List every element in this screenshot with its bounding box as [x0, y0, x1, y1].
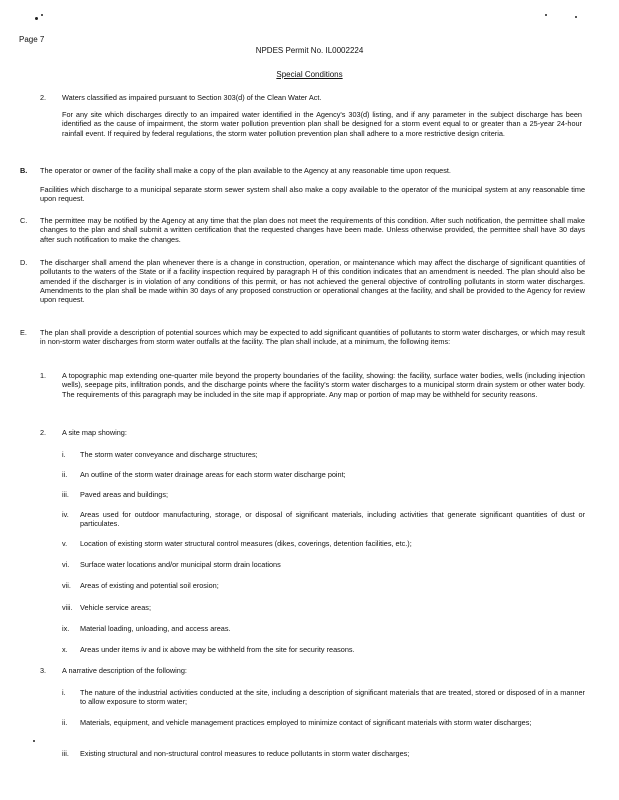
- narrative-text: Materials, equipment, and vehicle management practices employed to minimize contact of significant materials with storm water discharges;: [80, 718, 532, 727]
- item-b-label: B.: [20, 166, 28, 175]
- scan-speck: [545, 14, 547, 16]
- item-e3-label: 3.: [40, 666, 47, 675]
- site-map-text: Areas under items iv and ix above may be withheld from the site for security reasons.: [80, 645, 355, 654]
- site-map-text: The storm water conveyance and discharge structures;: [80, 450, 258, 459]
- item-b-subtext: Facilities which discharge to a municipal separate storm sewer system shall also make a copy available to the operator of the municipal system at any reasonable time upon request.: [40, 185, 585, 204]
- item-e3-text: A narrative description of the following:: [62, 666, 187, 675]
- item-d-text: The discharger shall amend the plan whenever there is a change in construction, operation, or maintenance which may affect the discharge of significant quantities of pollutants to the waters of the State or if a facility inspection required by paragraph H of this condition indicates that an amendment is needed. The plan should also be amended if the discharger is in violation of any conditions of this permit, or has not achieved the general objective of controlling pollutants in storm water discharges. Amendments to the plan shall be made within 30 days of any proposed construction or operational changes at the facility, and shall be provided to the Agency for review upon request.: [40, 258, 585, 305]
- narrative-num: i.: [62, 688, 66, 697]
- site-map-text: Material loading, unloading, and access areas.: [80, 624, 231, 633]
- item-e2-text: A site map showing:: [62, 428, 127, 437]
- permit-number: NPDES Permit No. IL0002224: [255, 46, 364, 55]
- narrative-num: iii.: [62, 749, 69, 758]
- item-c-label: C.: [20, 216, 28, 225]
- site-map-num: viii.: [62, 603, 73, 612]
- scan-speck: [575, 16, 577, 18]
- item-e1-text: A topographic map extending one-quarter mile beyond the property boundaries of the facility, showing: the facility, surface water bodies, wells (including injection wells), seepage pits, infiltration ponds, and the discharge points where the facility's storm water discharges to a municipal storm drain system or other water body. The requirements of this paragraph may be included in the site map if appropriate. Any map or portion of map may be withheld for security reasons.: [62, 371, 585, 399]
- scan-speck: [33, 740, 35, 742]
- page-label: Page 7: [19, 35, 45, 44]
- site-map-num: x.: [62, 645, 68, 654]
- site-map-num: vii.: [62, 581, 71, 590]
- site-map-text: Location of existing storm water structural control measures (dikes, coverings, detention facilities, etc.);: [80, 539, 412, 548]
- site-map-text: Vehicle service areas;: [80, 603, 151, 612]
- item-e2-label: 2.: [40, 428, 47, 437]
- item-e1-label: 1.: [40, 371, 47, 380]
- item-d-label: D.: [20, 258, 28, 267]
- item-e-label: E.: [20, 328, 27, 337]
- item-a2-label: 2.: [40, 93, 47, 102]
- site-map-num: iv.: [62, 510, 69, 519]
- site-map-text: Areas of existing and potential soil erosion;: [80, 581, 219, 590]
- site-map-num: ii.: [62, 470, 68, 479]
- item-a2-body: For any site which discharges directly to an impaired water identified in the Agency's 303(d) listing, and if any parameter in the subject discharge has been identified as the cause of impairment, the storm water pollution prevention plan shall be designed for a storm event equal to or greater than a 25-year 24-hour rainfall event. If required by federal regulations, the storm water pollution prevention plan shall adhere to a more restrictive design criteria.: [62, 110, 582, 138]
- site-map-num: ix.: [62, 624, 70, 633]
- site-map-num: vi.: [62, 560, 70, 569]
- item-e-text: The plan shall provide a description of potential sources which may be expected to add significant quantities of pollutants to storm water discharges, or which may result in non-storm water discharges from storm water outfalls at the facility. The plan shall include, at a minimum, the following items:: [40, 328, 585, 347]
- site-map-text: An outline of the storm water drainage areas for each storm water discharge point;: [80, 470, 346, 479]
- section-title: Special Conditions: [276, 70, 343, 79]
- site-map-text: Areas used for outdoor manufacturing, storage, or disposal of significant materials, including activities that generate significant quantities of dust or particulates.: [80, 510, 585, 529]
- item-a2-title: Waters classified as impaired pursuant to Section 303(d) of the Clean Water Act.: [62, 93, 322, 102]
- narrative-text: The nature of the industrial activities conducted at the site, including a description of significant materials that are treated, stored or disposed of in a manner to allow exposure to storm water;: [80, 688, 585, 707]
- narrative-num: ii.: [62, 718, 68, 727]
- site-map-text: Surface water locations and/or municipal storm drain locations: [80, 560, 281, 569]
- narrative-text: Existing structural and non-structural control measures to reduce pollutants in storm water discharges;: [80, 749, 410, 758]
- item-c-text: The permittee may be notified by the Agency at any time that the plan does not meet the requirements of this condition. After such notification, the permittee shall make changes to the plan and shall submit a written certification that the requested changes have been made. Unless otherwise provided, the permittee shall have 30 days after such notification to make the changes.: [40, 216, 585, 244]
- scan-speck: [41, 14, 43, 16]
- site-map-num: v.: [62, 539, 68, 548]
- scan-speck: [35, 17, 38, 20]
- site-map-num: iii.: [62, 490, 69, 499]
- site-map-num: i.: [62, 450, 66, 459]
- item-b-text: The operator or owner of the facility shall make a copy of the plan available to the Agency at any reasonable time upon request.: [40, 166, 451, 175]
- site-map-text: Paved areas and buildings;: [80, 490, 169, 499]
